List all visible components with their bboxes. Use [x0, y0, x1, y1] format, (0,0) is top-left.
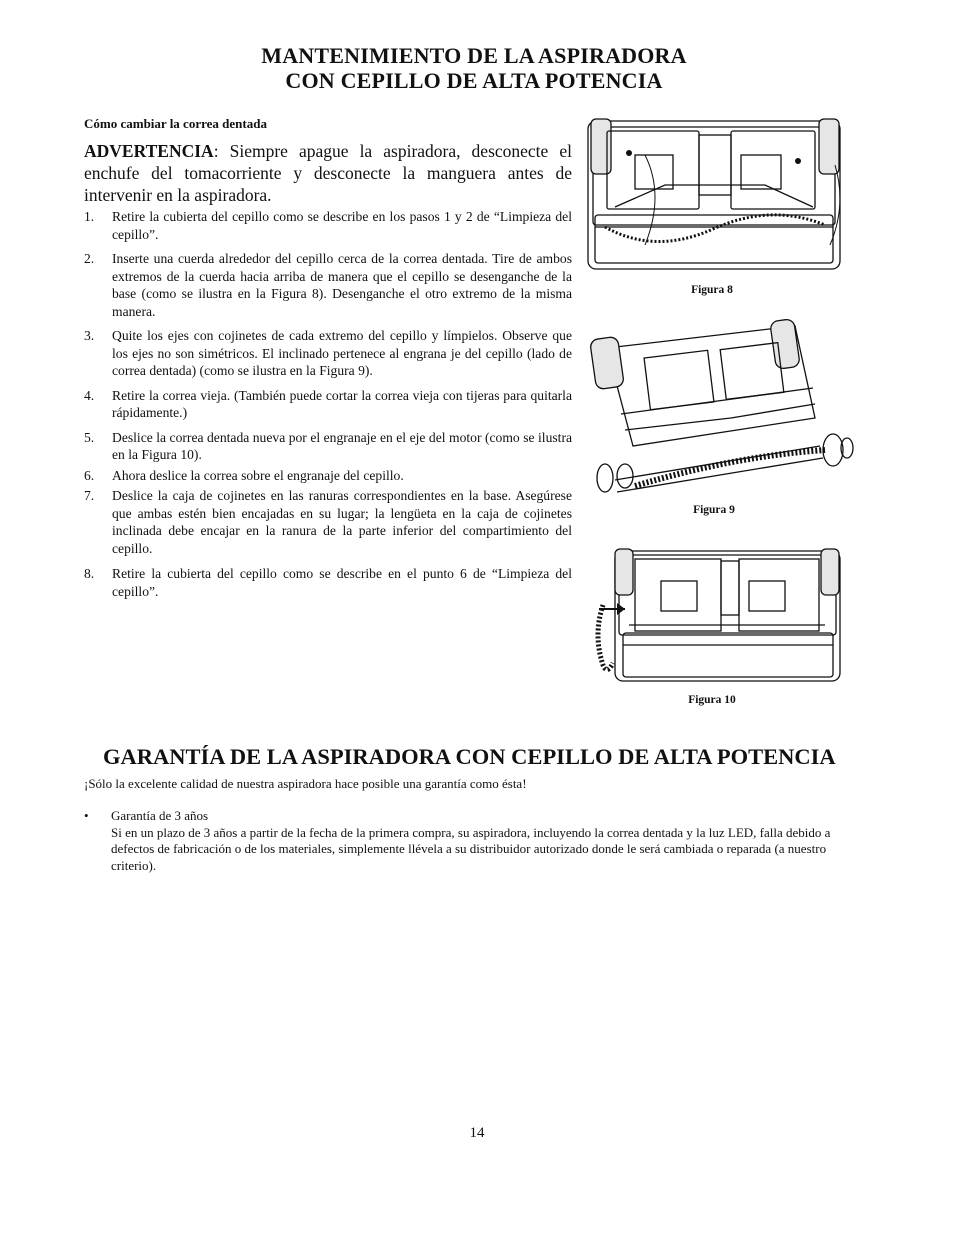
figure-9-illustration — [585, 318, 860, 498]
bullet-icon: • — [84, 808, 89, 823]
warning-label: ADVERTENCIA — [84, 141, 214, 161]
warranty-item-title: Garantía de 3 años — [111, 808, 209, 823]
list-item — [84, 467, 572, 485]
step-number: 8. — [84, 566, 95, 581]
step-number: 7. — [84, 488, 95, 503]
step-number: 3. — [84, 328, 95, 343]
step-number: 1. — [84, 209, 95, 224]
step-text: Retire la cubierta del cepillo como se describe en el punto 6 de “Limpieza del cepillo”. — [112, 566, 572, 599]
step-text: Ahora deslice la correa sobre el engranaje del cepillo. — [112, 467, 404, 483]
step-text: Deslice la correa dentada nueva por el engranaje en el eje del motor (como se ilustra en la Figura 10). — [112, 429, 572, 462]
step-number: 6. — [84, 467, 95, 483]
steps-list — [84, 208, 572, 600]
step-number: 4. — [84, 387, 95, 403]
list-item — [84, 250, 572, 320]
warranty-item-text: Si en un plazo de 3 años a partir de la fecha de la primera compra, su aspiradora, incluyendo la correa dentada y la luz LED, falla debido a defectos de fabricación o de los materiales, simplemente llévela a su distribuidor autorizado donde le será cambiada o reparada (a nuestro criterio). — [111, 824, 831, 873]
step-text: Retire la cubierta del cepillo como se describe en los pasos 1 y 2 de “Limpieza del cepillo”. — [112, 209, 572, 242]
list-item — [84, 565, 572, 600]
figure-8-caption: Figura 8 — [691, 284, 733, 296]
step-text: Quite los ejes con cojinetes de cada extremo del cepillo y límpielos. Observe que los ejes no son simétricos. El inclinado pertenece al engrana je del cepillo (lado de correa dentada) (como se ilustra en la Figura 9). — [112, 328, 572, 378]
figure-9-caption: Figura 9 — [693, 504, 735, 516]
warranty-item — [84, 808, 844, 874]
list-item — [84, 208, 572, 243]
list-item — [84, 429, 572, 464]
list-item — [84, 327, 572, 380]
step-number: 5. — [84, 429, 95, 445]
warranty-title: GARANTÍA DE LA ASPIRADORA CON CEPILLO DE ALTA POTENCIA — [103, 744, 836, 769]
figure-10-illustration — [585, 545, 850, 685]
figure-8-illustration — [585, 115, 845, 275]
warranty-intro: ¡Sólo la excelente calidad de nuestra aspiradora hace posible una garantía como ésta! — [84, 776, 527, 791]
section-subheading: Cómo cambiar la correa dentada — [84, 116, 267, 131]
list-item — [84, 387, 572, 422]
step-text: Inserte una cuerda alrededor del cepillo cerca de la correa dentada. Tire de ambos extremos de la cuerda hacia arriba de manera que el cepillo se desenganche de la base (como se ilustra en la Figura 8). Desenganche el otro extremo de la misma manera. — [112, 251, 572, 319]
page-title-line2: CON CEPILLO DE ALTA POTENCIA — [285, 68, 663, 93]
figure-10-caption: Figura 10 — [688, 694, 736, 706]
step-text: Deslice la caja de cojinetes en las ranuras correspondientes en la base. Asegúrese que ambas estén bien encajadas en su lugar; la lengüeta en la caja de cojinetes inclinada debe encajar en la ranura de la parte inferior del compartimiento del cepillo. — [112, 488, 572, 556]
warning-paragraph — [84, 140, 572, 206]
warning-text: : Siempre apague la aspiradora, desconecte el enchufe del tomacorriente y desconecte la manguera antes de intervenir en la aspiradora. — [84, 141, 572, 205]
step-text: Retire la correa vieja. (También puede cortar la correa vieja con tijeras para quitarla rápidamente.) — [112, 387, 572, 420]
list-item — [84, 487, 572, 557]
page-title-line1: MANTENIMIENTO DE LA ASPIRADORA — [261, 43, 687, 68]
page-number: 14 — [469, 1125, 485, 1141]
step-number: 2. — [84, 251, 95, 266]
